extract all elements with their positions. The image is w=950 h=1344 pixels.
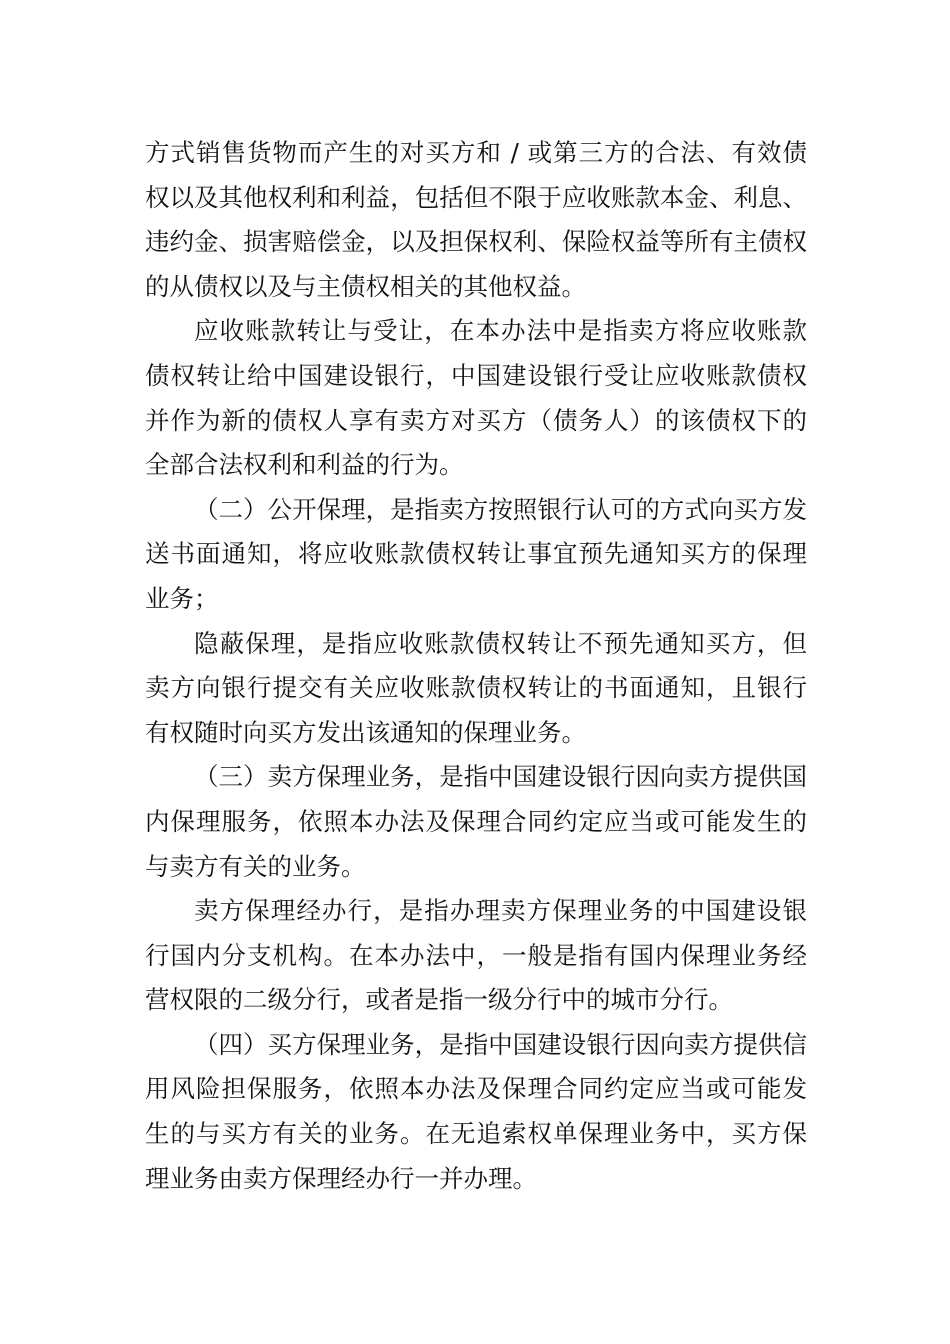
paragraph [145, 309, 807, 487]
text-line: 债权转让给中国建设银行，中国建设银行受让应收账款债权 [145, 360, 807, 390]
text-line: 理业务由卖方保理经办行一并办理。 [145, 1163, 537, 1193]
text-line: 业务； [145, 583, 219, 613]
document-body [145, 131, 807, 1201]
text-line: （四）买方保理业务，是指中国建设银行因向卖方提供信 [194, 1029, 807, 1059]
paragraph [145, 755, 807, 889]
paragraph [145, 131, 807, 309]
text-line: 权以及其他权利和利益，包括但不限于应收账款本金、利息、 [145, 182, 807, 212]
paragraph [145, 488, 807, 622]
text-line: 有权随时向买方发出该通知的保理业务。 [145, 717, 586, 747]
text-line: 用风险担保服务，依照本办法及保理合同约定应当或可能发 [145, 1074, 807, 1104]
text-line: 行国内分支机构。在本办法中，一般是指有国内保理业务经 [145, 940, 807, 970]
text-line: 方式销售货物而产生的对买方和 / 或第三方的合法、有效债 [145, 138, 807, 167]
text-line: 违约金、损害赔偿金，以及担保权利、保险权益等所有主债权 [145, 227, 807, 257]
text-line: 卖方向银行提交有关应收账款债权转让的书面通知，且银行 [145, 673, 807, 703]
text-line: 内保理服务，依照本办法及保理合同约定应当或可能发生的 [145, 806, 807, 836]
text-line: 隐蔽保理，是指应收账款债权转让不预先通知买方，但 [194, 628, 807, 658]
text-line: （二）公开保理，是指卖方按照银行认可的方式向买方发 [194, 494, 807, 524]
text-line: 全部合法权利和利益的行为。 [145, 450, 464, 480]
text-line: 生的与买方有关的业务。在无追索权单保理业务中，买方保 [145, 1119, 807, 1149]
text-line: 营权限的二级分行，或者是指一级分行中的城市分行。 [145, 985, 733, 1015]
text-line: 应收账款转让与受让，在本办法中是指卖方将应收账款 [194, 316, 807, 346]
text-line: （三）卖方保理业务，是指中国建设银行因向卖方提供国 [194, 762, 807, 792]
paragraph [145, 622, 807, 756]
paragraph [145, 889, 807, 1023]
text-line: 的从债权以及与主债权相关的其他权益。 [145, 271, 586, 301]
text-line: 送书面通知，将应收账款债权转让事宜预先通知买方的保理 [145, 539, 807, 569]
text-line: 与卖方有关的业务。 [145, 851, 366, 881]
text-line: 卖方保理经办行，是指办理卖方保理业务的中国建设银 [194, 896, 807, 926]
paragraph [145, 1023, 807, 1201]
text-line: 并作为新的债权人享有卖方对买方（债务人）的该债权下的 [145, 405, 807, 435]
